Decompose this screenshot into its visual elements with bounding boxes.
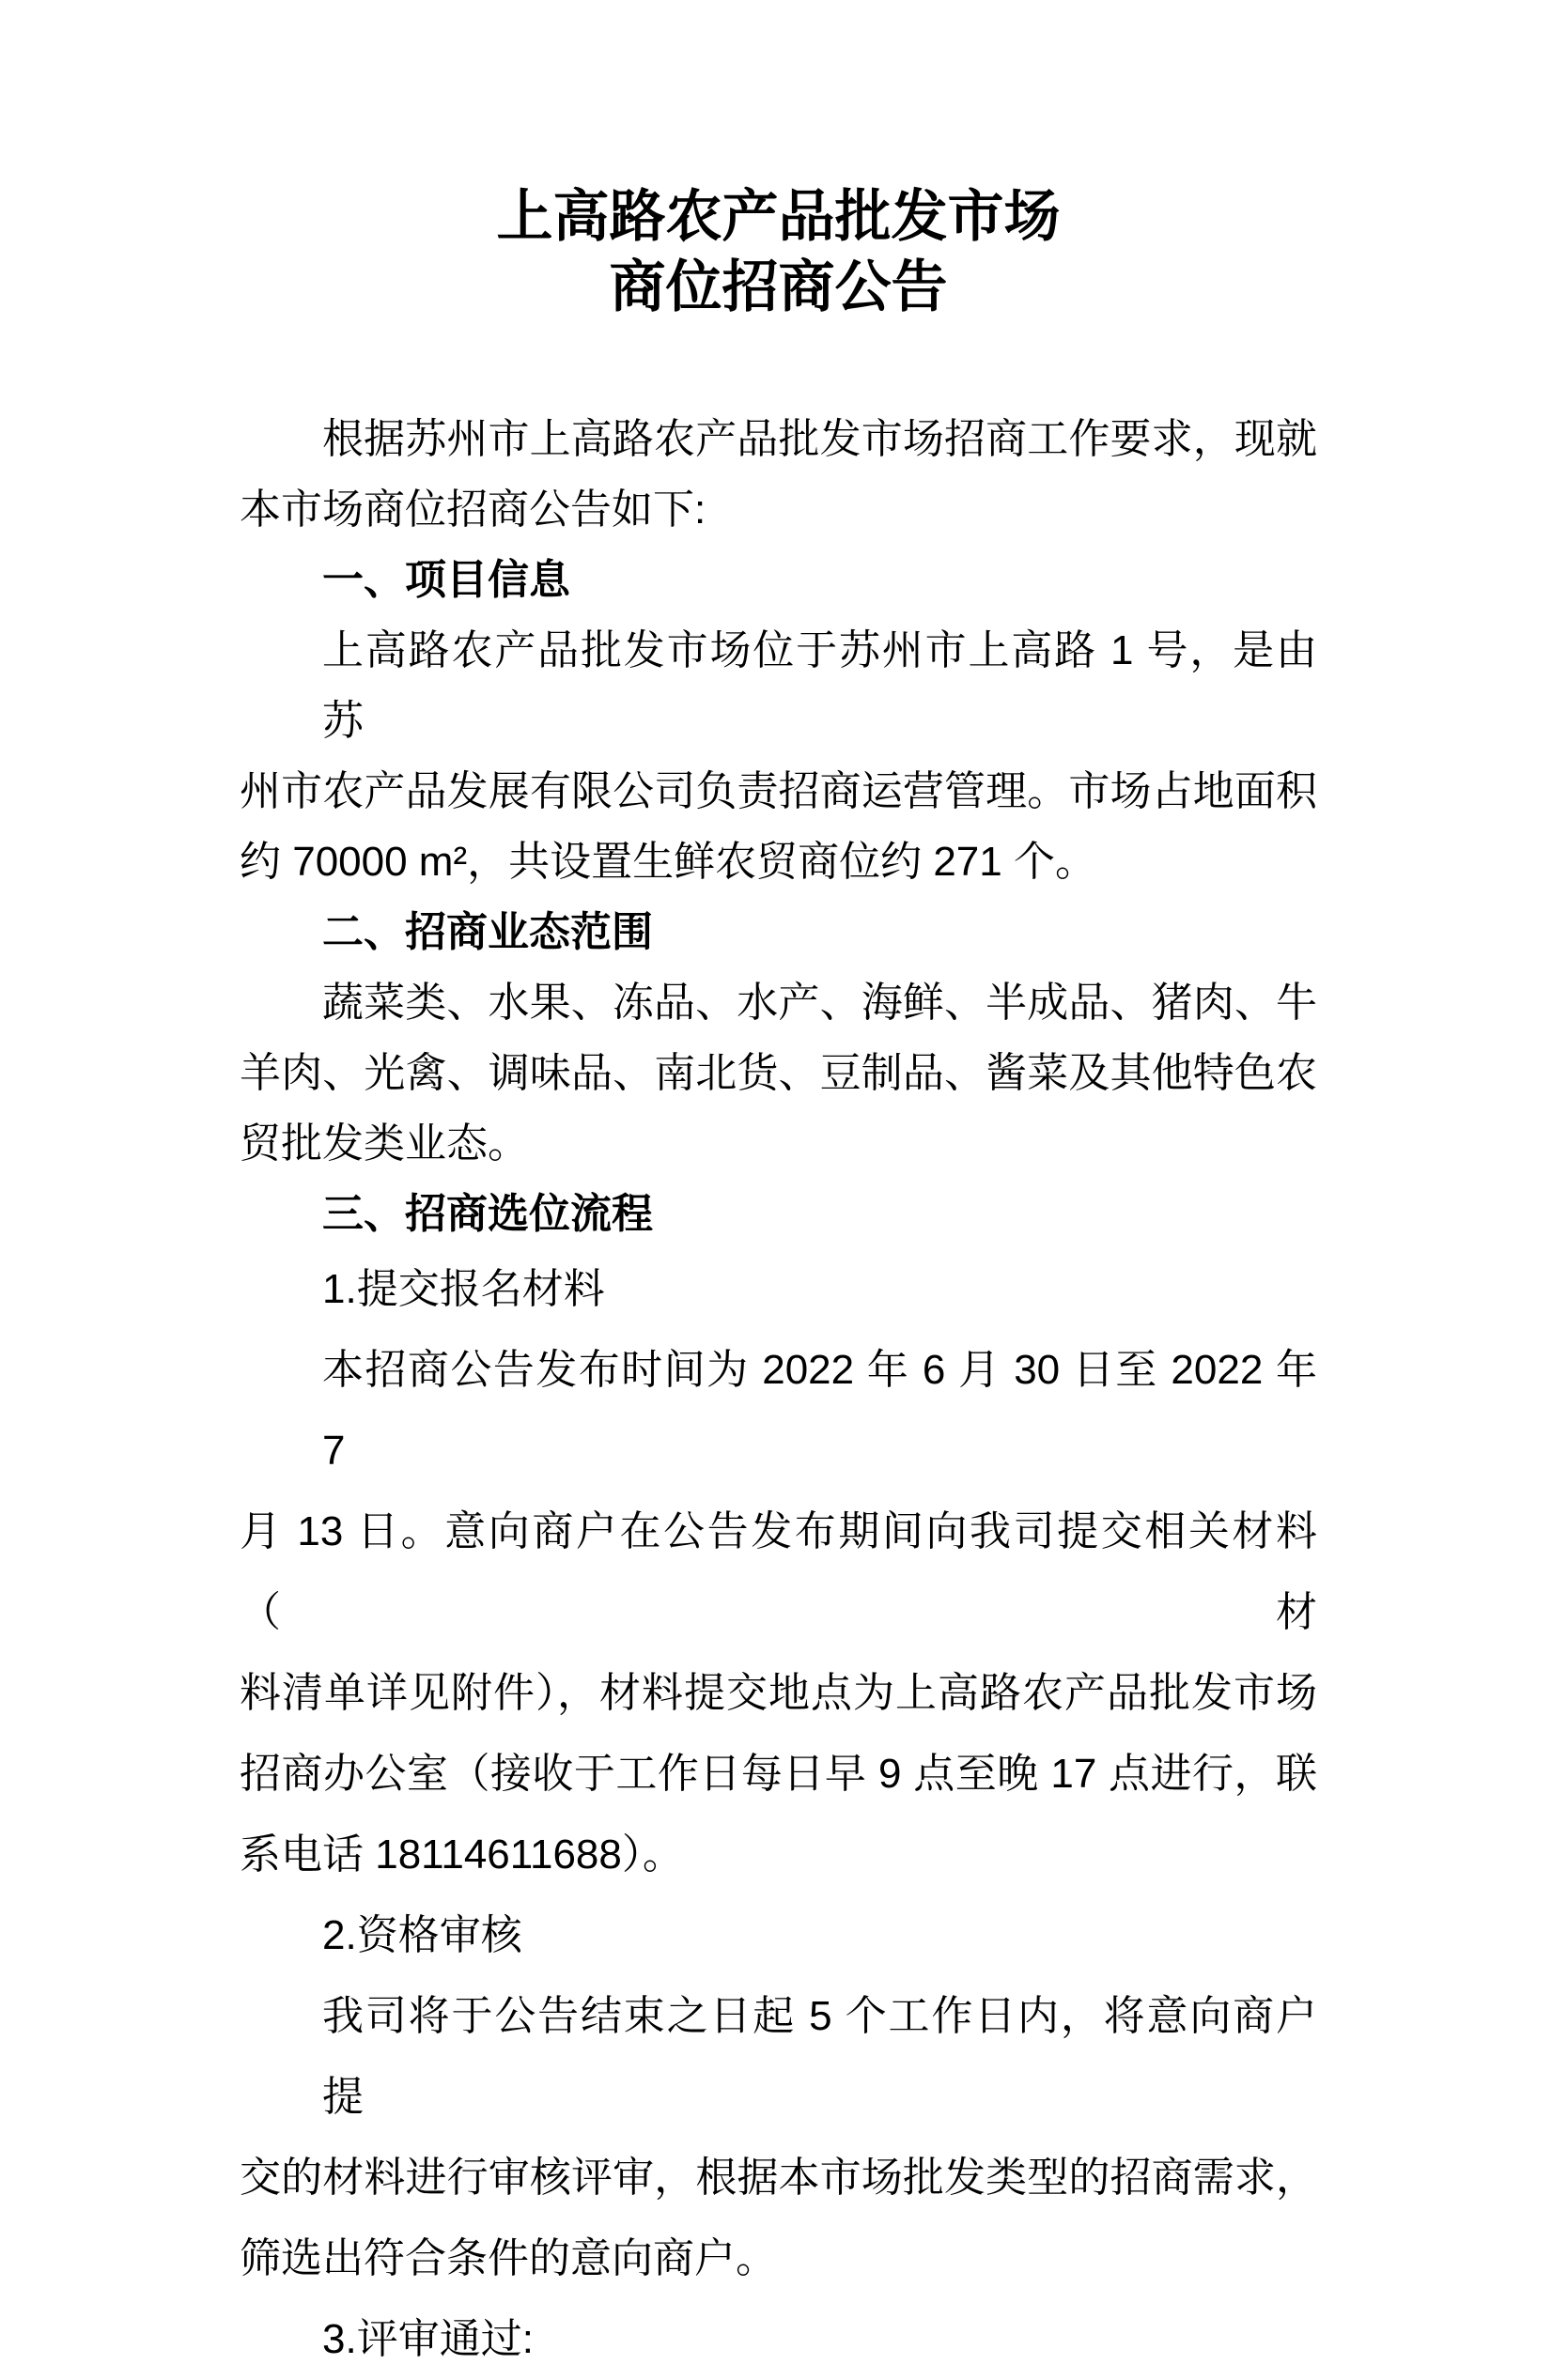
document-title <box>240 181 1317 322</box>
paragraph <box>240 2299 1317 2380</box>
text-line: 料清单详见附件），材料提交地点为上高路农产品批发市场 <box>240 1670 1317 1716</box>
paragraph <box>240 1895 1317 1976</box>
text-line: 月 13 日。意向商户在公告发布期间向我司提交相关材料（材 <box>240 1508 1317 1635</box>
text-line: 根据苏州市上高路农产品批发市场招商工作要求，现就 <box>322 416 1317 462</box>
text-line: 本市场商位招商公告如下: <box>240 487 706 533</box>
text-line: 招商办公室（接收于工作日每日早 9 点至晚 17 点进行，联 <box>240 1751 1317 1797</box>
text-line: 蔬菜类、水果、冻品、水产、海鲜、半成品、猪肉、牛 <box>322 980 1317 1026</box>
paragraph <box>240 967 1317 1179</box>
text-line: 筛选出符合条件的意向商户。 <box>240 2235 777 2281</box>
text-line: 二、招商业态范围 <box>322 909 653 955</box>
text-line: 交的材料进行审核评审，根据本市场批发类型的招商需求， <box>240 2155 1317 2201</box>
text-line: 一、项目信息 <box>322 557 570 603</box>
section-heading <box>240 897 1317 967</box>
paragraph <box>240 1330 1317 1895</box>
paragraph <box>240 615 1317 897</box>
text-line: 约 70000 m²，共设置生鲜农贸商位约 271 个。 <box>240 839 1096 885</box>
text-line: 上高路农产品批发市场位于苏州市上高路 1 号，是由苏 <box>322 627 1317 744</box>
text-line: 1.提交报名材料 <box>322 1266 605 1312</box>
text-line: 3.评审通过: <box>322 2316 534 2362</box>
text-line: 羊肉、光禽、调味品、南北货、豆制品、酱菜及其他特色农 <box>240 1050 1317 1096</box>
section-heading <box>240 545 1317 615</box>
section-heading <box>240 1179 1317 1249</box>
document-title-line-2: 商位招商公告 <box>609 255 948 318</box>
text-line: 2.资格审核 <box>322 1912 522 1958</box>
text-line: 贸批发类业态。 <box>240 1120 529 1167</box>
document-title-line-1: 上高路农产品批发市场 <box>496 185 1061 248</box>
text-line: 州市农产品发展有限公司负责招商运营管理。市场占地面积 <box>240 768 1317 814</box>
paragraph <box>240 1249 1317 1330</box>
text-line: 系电话 18114611688）。 <box>240 1831 684 1878</box>
text-line: 三、招商选位流程 <box>322 1191 653 1237</box>
document-body <box>240 404 1317 2380</box>
paragraph <box>240 1976 1317 2299</box>
text-line: 本招商公告发布时间为 2022 年 6 月 30 日至 2022 年 7 <box>322 1347 1317 1474</box>
paragraph <box>240 404 1317 545</box>
text-line: 我司将于公告结束之日起 5 个工作日内，将意向商户提 <box>322 1993 1317 2120</box>
